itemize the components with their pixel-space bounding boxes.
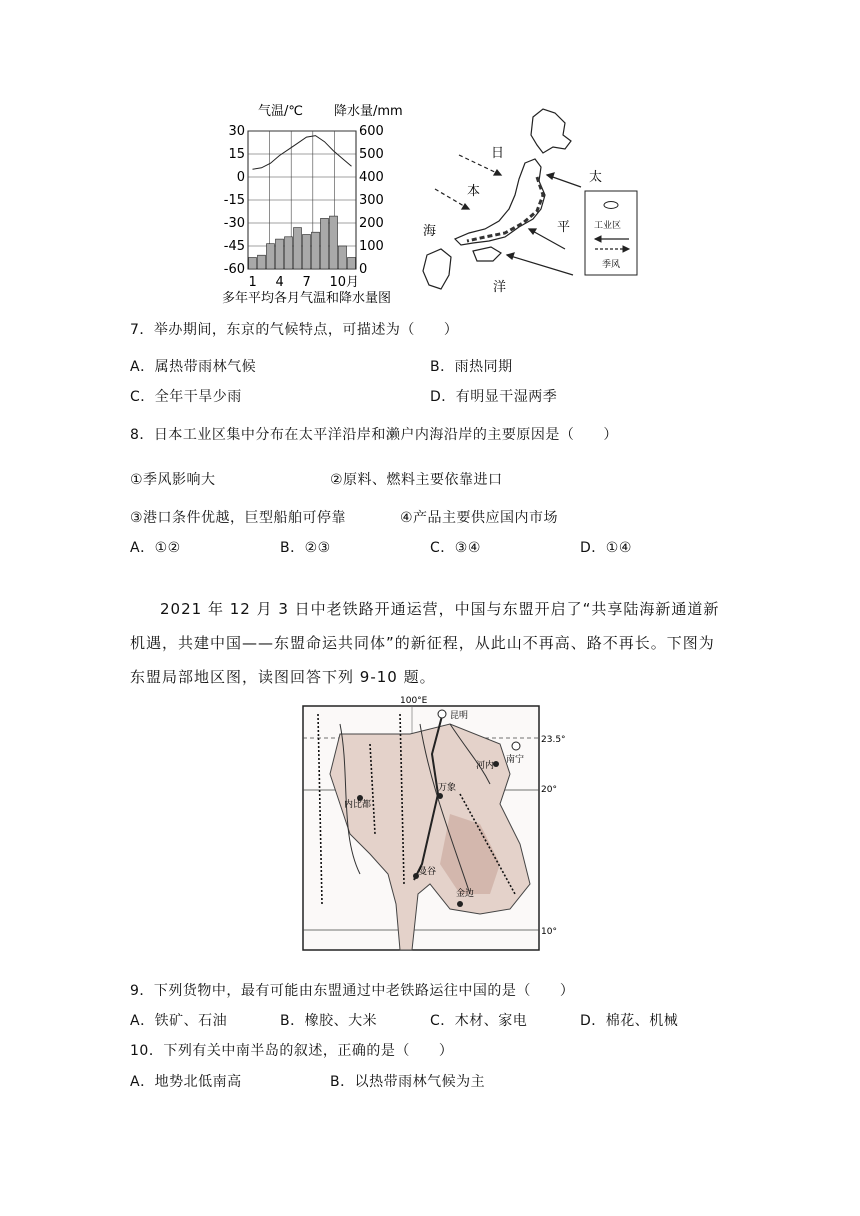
temp-tick-label: 0 [236,170,245,185]
lat-20-label: 20° [541,785,557,795]
sea-label-1: 日 [491,146,505,161]
q10-stem: 10．下列有关中南半岛的叙述，正确的是（ ） [130,1043,454,1059]
temp-tick-label: -45 [223,239,245,254]
q7-option-d[interactable]: D．有明显干湿两季 [430,389,558,405]
q8-stem: 8．日本工业区集中分布在太平洋沿岸和濑户内海沿岸的主要原因是（ ） [130,427,618,443]
climate-chart [218,98,418,308]
month-tick-label: 10月 [329,275,360,290]
precip-tick-label: 0 [359,262,368,277]
kunming-label: 昆明 [450,711,469,721]
passage-text: 2021 年 12 月 3 日中老铁路开通运营，中国与东盟开启了“共享陆海新通道新机遇，共建中国——东盟命运共同体”的新征程，从此山不再高、路不再长。下图为东盟局部地区图，读图回答下列 9-10 题。 [130,600,720,686]
precip-bar [312,232,320,269]
ocean-label-1: 太 [589,170,603,185]
naypyidaw-label: 内比都 [344,800,372,810]
phnompenh-label: 金边 [456,889,475,899]
q8-statement-1: ①季风影响大 [130,472,216,488]
q9-option-d[interactable]: D．棉花、机械 [580,1013,679,1029]
temp-tick-label: 30 [228,124,245,139]
nanning-marker [512,742,520,750]
precip-tick-label: 300 [359,193,384,208]
precip-tick-label: 600 [359,124,384,139]
precip-bar [276,239,284,269]
precip-tick-label: 200 [359,216,384,231]
precip-axis-label: 降水量/mm [334,104,403,119]
month-tick-labels [249,275,360,290]
precip-tick-labels [359,124,384,277]
precip-bar [348,258,356,270]
phnompenh-marker [457,901,463,907]
lon-label: 100°E [400,696,428,706]
sea-label-2: 本 [467,184,481,199]
shikoku-shape [473,247,501,261]
sea-label-3: 海 [423,224,437,239]
q7-option-a[interactable]: A．属热带雨林气候 [130,359,257,375]
q8-option-c[interactable]: C．③④ [430,540,481,556]
precip-tick-label: 400 [359,170,384,185]
chart-caption: 多年平均各月气温和降水量图 [222,291,392,306]
precip-tick-label: 100 [359,239,384,254]
q7-option-b[interactable]: B．雨热同期 [430,359,513,375]
vientiane-label: 万象 [438,783,457,793]
japan-map [415,105,655,305]
ocean-label-2: 平 [557,220,571,235]
legend-monsoon-label: 季风 [602,260,621,270]
precip-bar [303,235,311,270]
vientiane-marker [437,793,443,799]
winter-monsoon-arrows [435,155,501,209]
precip-bar [258,255,266,269]
precip-tick-label: 500 [359,147,384,162]
precip-bar [294,228,302,269]
kyushu-shape [423,249,451,289]
q9-option-b[interactable]: B．橡胶、大米 [280,1013,378,1029]
asean-map [300,694,566,956]
q10-option-a[interactable]: A．地势北低南高 [130,1074,242,1090]
lat-23-label: 23.5° [541,735,566,745]
q8-option-a[interactable]: A．①② [130,540,181,556]
temp-tick-labels [224,124,245,277]
q8-statement-2: ②原料、燃料主要依靠进口 [330,472,503,488]
q7-stem: 7．举办期间，东京的气候特点，可描述为（ ） [130,322,459,338]
month-tick-label: 1 [248,275,257,290]
q10-option-b[interactable]: B．以热带雨林气候为主 [330,1074,486,1090]
q8-option-b[interactable]: B．②③ [280,540,331,556]
precip-bar [285,237,293,269]
temp-line [253,136,352,170]
q9-option-c[interactable]: C．木材、家电 [430,1013,528,1029]
month-tick-label: 4 [275,275,284,290]
precip-bar [267,244,275,269]
lat-10-label: 10° [541,927,557,937]
precip-bar [249,258,257,270]
precip-bars [249,216,356,269]
nanning-label: 南宁 [506,755,525,765]
q9-option-a[interactable]: A．铁矿、石油 [130,1013,228,1029]
q8-statement-4: ④产品主要供应国内市场 [400,510,559,526]
precip-bar [321,218,329,269]
q7-option-c[interactable]: C．全年干旱少雨 [130,389,242,405]
month-tick-label: 7 [302,275,311,290]
kunming-marker [438,710,446,718]
temp-tick-label: -60 [223,262,245,277]
hanoi-label: 河内 [476,761,495,771]
precip-bar [339,246,347,269]
temp-tick-label: 15 [228,147,245,162]
temp-tick-label: -30 [223,216,245,231]
ocean-label-3: 洋 [493,280,507,295]
legend-industry-label: 工业区 [594,221,622,231]
q8-option-d[interactable]: D．①④ [580,540,632,556]
precip-bar [330,216,338,269]
q8-statement-3: ③港口条件优越，巨型船舶可停靠 [130,510,347,526]
temp-axis-label: 气温/℃ [258,104,303,119]
temp-tick-label: -15 [223,193,245,208]
hokkaido-shape [531,109,571,153]
bangkok-label: 曼谷 [418,867,437,877]
industry-legend-symbol [604,202,618,209]
q9-stem: 9．下列货物中，最有可能由东盟通过中老铁路运往中国的是（ ） [130,983,575,999]
